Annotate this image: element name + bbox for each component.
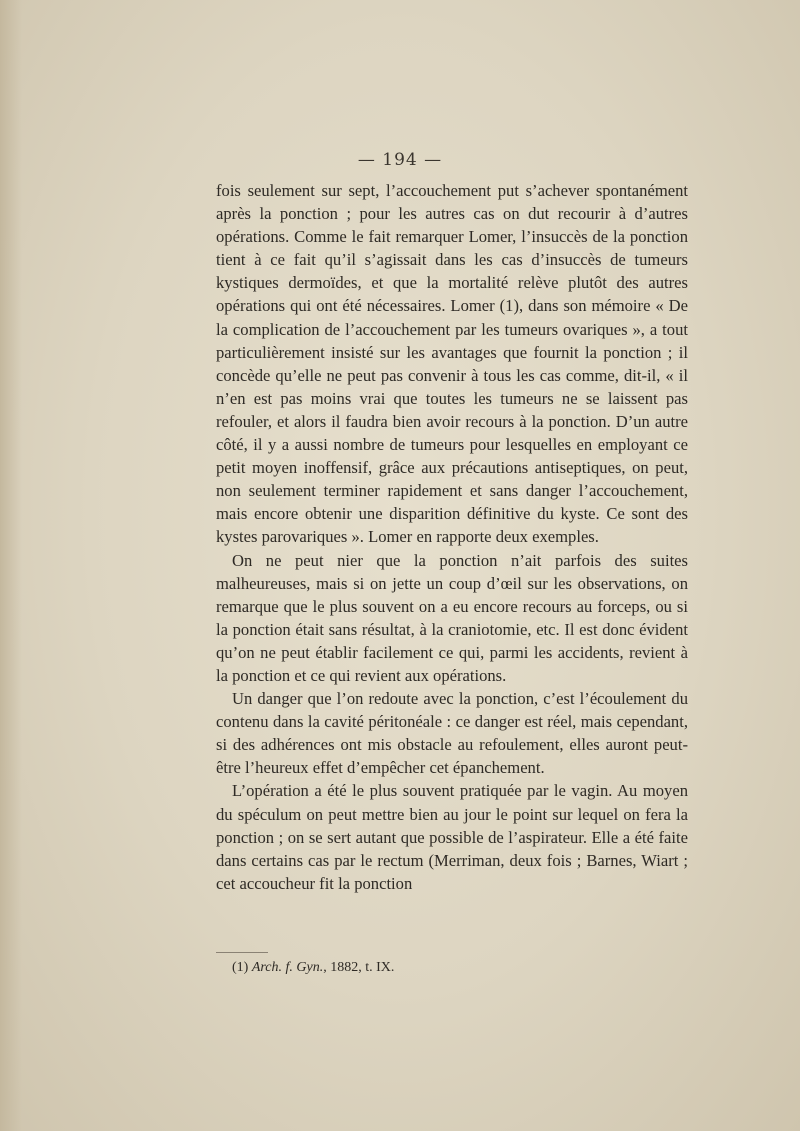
paragraph-2: On ne peut nier que la ponction n’ait parfois des suites malheureuses, mais si on jette un coup d’œil sur les observations, on remarque que le plus souvent on a eu encore recours au forceps, ou si la ponction était sans résultat, à la craniotomie, etc. Il est donc évident qu’on ne peut établir facilement ce qui, parmi les accidents, revient à la ponction et ce qui revient aux opérations. bbox=[216, 550, 688, 685]
footnote-marker: (1) bbox=[232, 960, 249, 975]
page-number: — 194 — bbox=[357, 150, 443, 170]
footnote-source: Arch. f. Gyn. bbox=[251, 960, 324, 975]
footnote-rest: , 1882, t. IX. bbox=[323, 960, 395, 975]
paragraph-4: L’opération a été le plus souvent pratiquée par le vagin. Au moyen du spéculum on peut mettre bien au jour le point sur lequel on fera la ponction ; on se sert autant que possible de l’aspirateur. Elle a été faite dans certains cas par le rectum (Merriman, deux fois ; Barnes, Wiart ; cet accoucheur fit la ponction bbox=[216, 781, 688, 893]
footnote bbox=[232, 960, 394, 976]
footnote-rule bbox=[216, 952, 268, 953]
paragraph-3: Un danger que l’on redoute avec la ponction, c’est l’écoulement du contenu dans la cavité péritonéale : ce danger est réel, mais cependant, si des adhérences ont mis obstacle au refoulement, elles auront peut-être l’heureux effet d’empêcher cet épanchement. bbox=[216, 689, 688, 778]
paragraph-1: fois seulement sur sept, l’accouchement put s’achever spontanément après la ponction ; pour les autres cas on dut recourir à d’autres opérations. Comme le fait remarquer Lomer, l’insuccès de la ponction tient à ce fait qu’il s’agissait dans les cas d’insuccès de tumeurs kystiques dermoïdes, et que la mortalité relève plutôt des autres opérations qui ont été nécessaires. Lomer (1), dans son mémoire « De la complication de l’accouchement par les tumeurs ovariques », a tout particulièrement insisté sur les avantages que fournit la ponction ; il concède qu’elle ne peut pas convenir à tous les cas comme, dit-il, « il n’en est pas moins vrai que toutes les tumeurs ne se laissent pas refouler, et alors il faudra bien avoir recours à la ponction. D’un autre côté, il y a aussi nombre de tumeurs pour lesquelles en employant ce petit moyen inoffensif, grâce aux précautions antiseptiques, on peut, non seulement terminer rapidement et sans danger l’accouchement, mais encore obtenir une disparition définitive du kyste. Ce sont des kystes parovariques ». Lomer en rapporte deux exemples. bbox=[216, 181, 688, 547]
body-text bbox=[216, 179, 688, 895]
